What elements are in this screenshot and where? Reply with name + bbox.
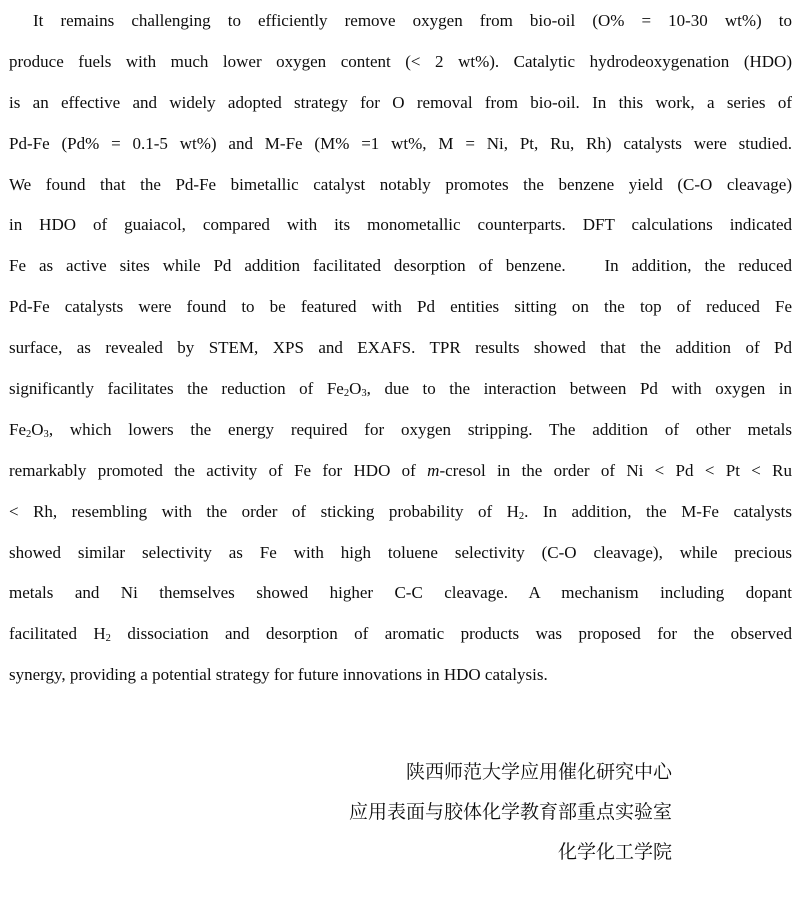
abstract-paragraph: [9, 1, 792, 696]
abstract-line: produce fuels with much lower oxygen content (< 2 wt%). Catalytic hydrodeoxygenation (HDO): [9, 51, 792, 71]
abstract-line: synergy, providing a potential strategy for future innovations in HDO catalysis.: [9, 665, 548, 685]
abstract-line: < Rh, resembling with the order of sticking probability of $H_2$. In addition, the M-Fe catalysts: [9, 501, 792, 522]
abstract-line: is an effective and widely adopted strategy for O removal from bio-oil. In this work, a series of: [9, 92, 792, 112]
abstract-line: We found that the Pd-Fe bimetallic catalyst notably promotes the benzene yield (C-O cleavage): [9, 174, 792, 194]
affiliation-line-school: 化学化工学院: [557, 842, 672, 863]
affiliation-line-key-laboratory: 应用表面与胶体化学教育部重点实验室: [348, 802, 672, 823]
affiliation-block: [9, 753, 672, 873]
affiliation-line-research-center: 陕西师范大学应用催化研究中心: [405, 762, 672, 783]
abstract-line: metals and Ni themselves showed higher C-C cleavage. A mechanism including dopant: [9, 583, 792, 603]
abstract-line: remarkably promoted the activity of Fe for HDO of m-cresol in the order of Ni < Pd < Pt < Ru: [9, 460, 792, 480]
abstract-line: Fe as active sites while Pd addition facilitated desorption of benzene. In addition, the reduced: [9, 256, 792, 276]
abstract-line: $Fe_2O_3$, which lowers the energy required for oxygen stripping. The addition of other metals: [9, 419, 792, 440]
abstract-line: surface, as revealed by STEM, XPS and EXAFS. TPR results showed that the addition of Pd: [9, 338, 792, 358]
abstract-line: Pd-Fe (Pd% = 0.1-5 wt%) and M-Fe (M% =1 wt%, M = Ni, Pt, Ru, Rh) catalysts were studied.: [9, 133, 792, 153]
abstract-line: showed similar selectivity as Fe with high toluene selectivity (C-O cleavage), while precious: [9, 542, 792, 562]
abstract-line: Pd-Fe catalysts were found to be featured with Pd entities sitting on the top of reduced Fe: [9, 297, 792, 317]
abstract-line: facilitated $H_2$ dissociation and desorption of aromatic products was proposed for the observed: [9, 624, 792, 645]
abstract-line: in HDO of guaiacol, compared with its monometallic counterparts. DFT calculations indicated: [9, 215, 792, 235]
abstract-line: significantly facilitates the reduction of $Fe_2O_3$, due to the interaction between Pd with oxygen in: [9, 379, 792, 399]
abstract-line: It remains challenging to efficiently remove oxygen from bio-oil (O% = 10-30 wt%) to: [33, 11, 792, 30]
